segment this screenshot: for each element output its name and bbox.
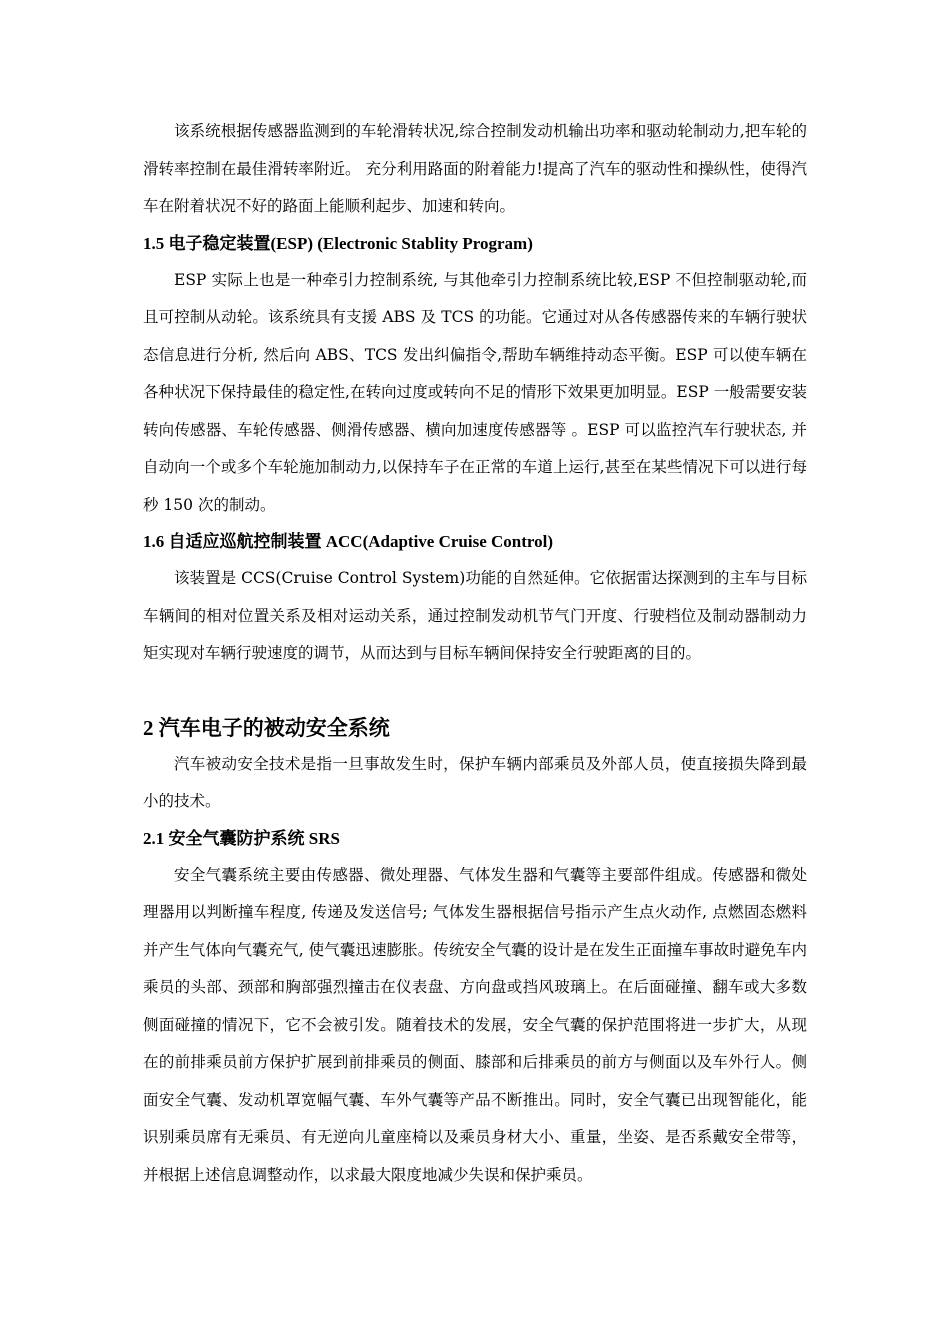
paragraph-esp: ESP 实际上也是一种牵引力控制系统, 与其他牵引力控制系统比较,ESP 不但控制驱动轮,而且可控制从动轮。该系统具有支援 ABS 及 TCS 的功能。它通过对从各传感器传来的车辆行驶状态信息进行分析, 然后向 ABS、TCS 发出纠偏指令,帮助车辆维持动态平衡。ESP 可以使车辆在各种状况下保持最佳的稳定性,在转向过度或转向不足的情形下效果更加明显。ESP 一般需要安装转向传感器、车轮传感器、侧滑传感器、横向加速度传感器等 。ESP 可以监控汽车行驶状态, 并自动向一个或多个车轮施加制动力,以保持车子在正常的车道上运行,甚至在某些情况下可以进行每秒 150 次的制动。 [143,270,807,514]
paragraph-acc: 该装置是 CCS(Cruise Control System)功能的自然延伸。它依据雷达探测到的主车与目标车辆间的相对位置关系及相对运动关系，通过控制发动机节气门开度、行驶档位及制动器制动力矩实现对车辆行驶速度的调节，从而达到与目标车辆间保持安全行驶距离的目的。 [143,569,807,662]
heading-1-5-esp: 1.5 电子稳定装置(ESP) (Electronic Stablity Program) [143,233,533,253]
paragraph-tcs-summary: 该系统根据传感器监测到的车轮滑转状况,综合控制发动机输出功率和驱动轮制动力,把车轮的滑转率控制在最佳滑转率附近。 充分利用路面的附着能力!提高了汽车的驱动性和操纵性，使得汽车在附着状况不好的路面上能顺利起步、加速和转向。 [143,122,807,215]
paragraph-airbag: 安全气囊系统主要由传感器、微处理器、气体发生器和气囊等主要部件组成。传感器和微处理器用以判断撞车程度, 传递及发送信号; 气体发生器根据信号指示产生点火动作, 点燃固态燃料并产生气体向气囊充气, 使气囊迅速膨胀。传统安全气囊的设计是在发生正面撞车事故时避免车内乘员的头部、颈部和胸部强烈撞击在仪表盘、方向盘或挡风玻璃上。在后面碰撞、翻车或大多数侧面碰撞的情况下，它不会被引发。随着技术的发展，安全气囊的保护范围将进一步扩大，从现在的前排乘员前方保护扩展到前排乘员的侧面、膝部和后排乘员的前方与侧面以及车外行人。侧面安全气囊、发动机罩宽幅气囊、车外气囊等产品不断推出。同时，安全气囊已出现智能化，能识别乘员席有无乘员、有无逆向儿童座椅以及乘员身材大小、重量，坐姿、是否系戴安全带等，并根据上述信息调整动作，以求最大限度地减少失误和保护乘员。 [143,865,807,1184]
document-page [143,113,807,1194]
heading-1-6-acc: 1.6 自适应巡航控制装置 ACC(Adaptive Cruise Control) [143,532,554,551]
paragraph-passive-safety: 汽车被动安全技术是指一旦事故发生时，保护车辆内部乘员及外部人员，使直接损失降到最小的技术。 [143,754,807,810]
heading-2-passive-safety: 2 汽车电子的被动安全系统 [143,715,390,740]
heading-2-1-srs: 2.1 安全气囊防护系统 SRS [143,828,340,848]
